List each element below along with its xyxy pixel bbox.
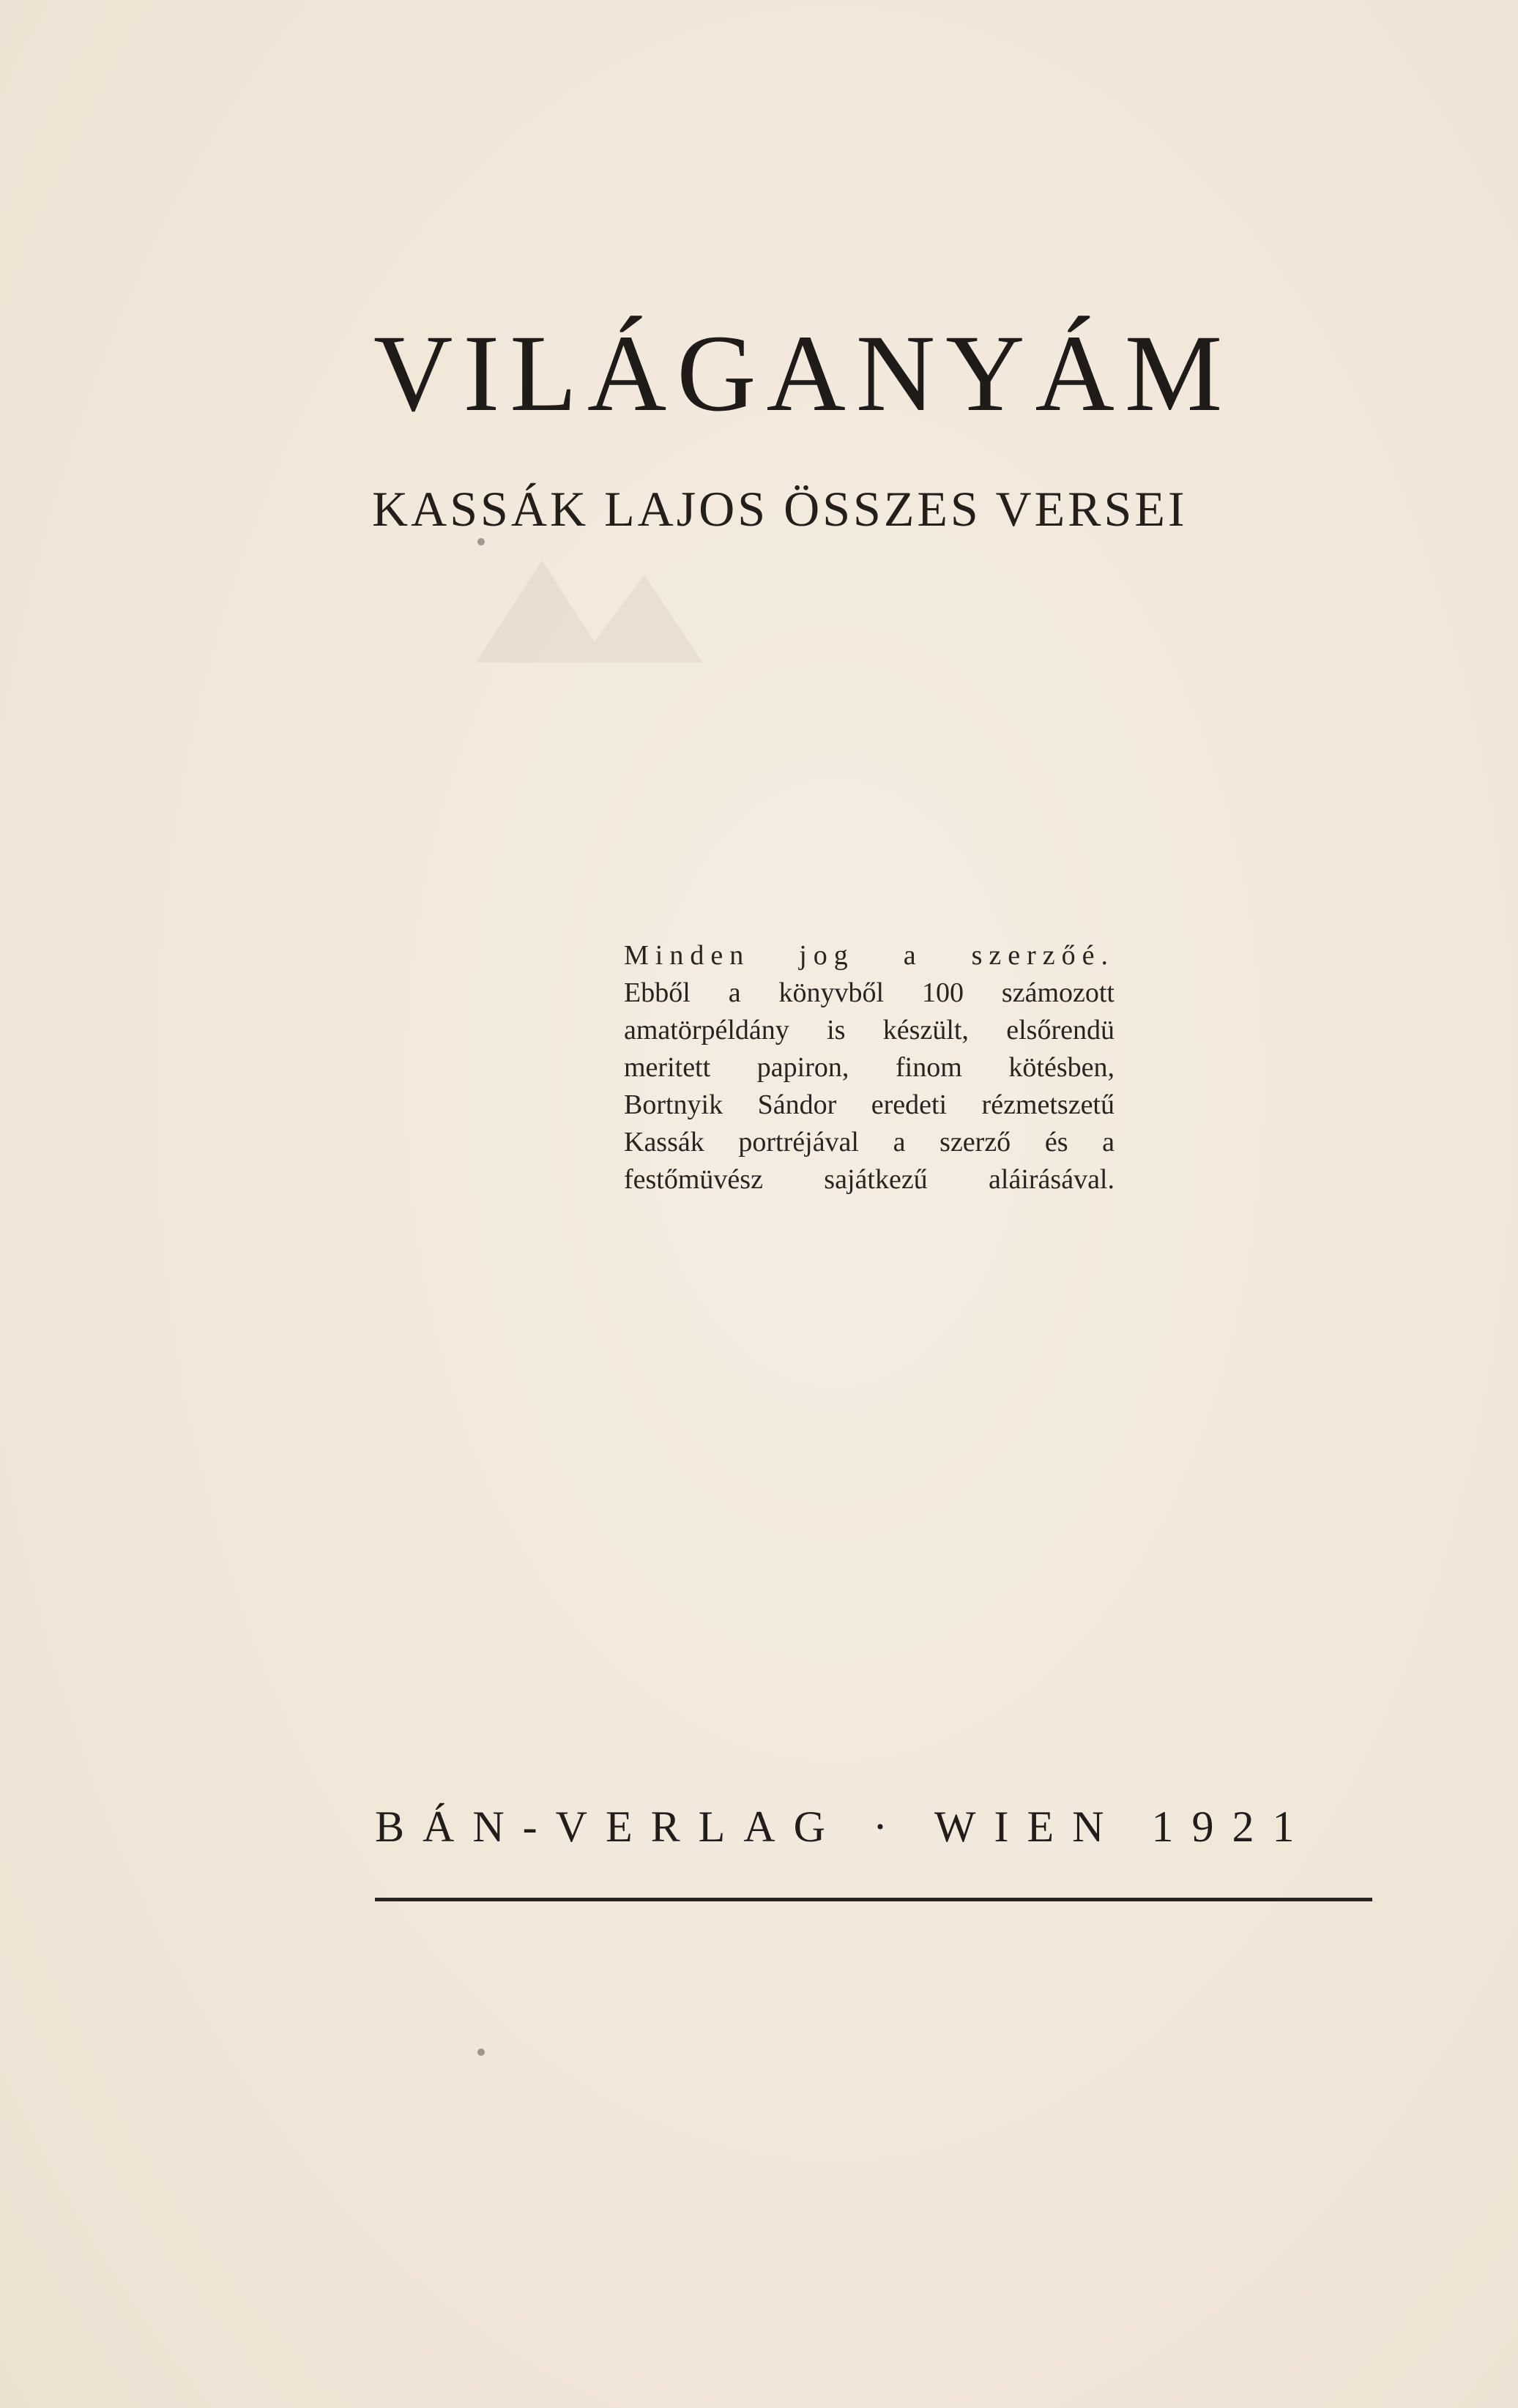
show-through-mark (388, 545, 769, 670)
notice-line: Ebből a könyvből 100 számozott (624, 977, 1115, 1008)
book-title: VILÁGANYÁM (373, 313, 1233, 434)
notice-line: Minden jog a szerzőé. (624, 940, 1115, 971)
paper-speck (477, 2049, 485, 2056)
notice-line: Kassák portréjával a szerző és a (624, 1127, 1115, 1158)
book-subtitle: KASSÁK LAJOS ÖSSZES VERSEI (372, 481, 1188, 537)
notice-line: festőmüvész sajátkezű aláirásával. (624, 1164, 1115, 1195)
divider-rule (375, 1898, 1372, 1901)
paper-speck (477, 538, 485, 545)
publisher-imprint: BÁN-VERLAG · WIEN 1921 (375, 1803, 1313, 1851)
notice-line: amatörpéldány is készült, elsőrendü (624, 1015, 1115, 1045)
notice-line: Bortnyik Sándor eredeti rézmetszetű (624, 1089, 1115, 1120)
copyright-notice (624, 937, 1115, 1199)
notice-line: meritett papiron, finom kötésben, (624, 1052, 1115, 1083)
